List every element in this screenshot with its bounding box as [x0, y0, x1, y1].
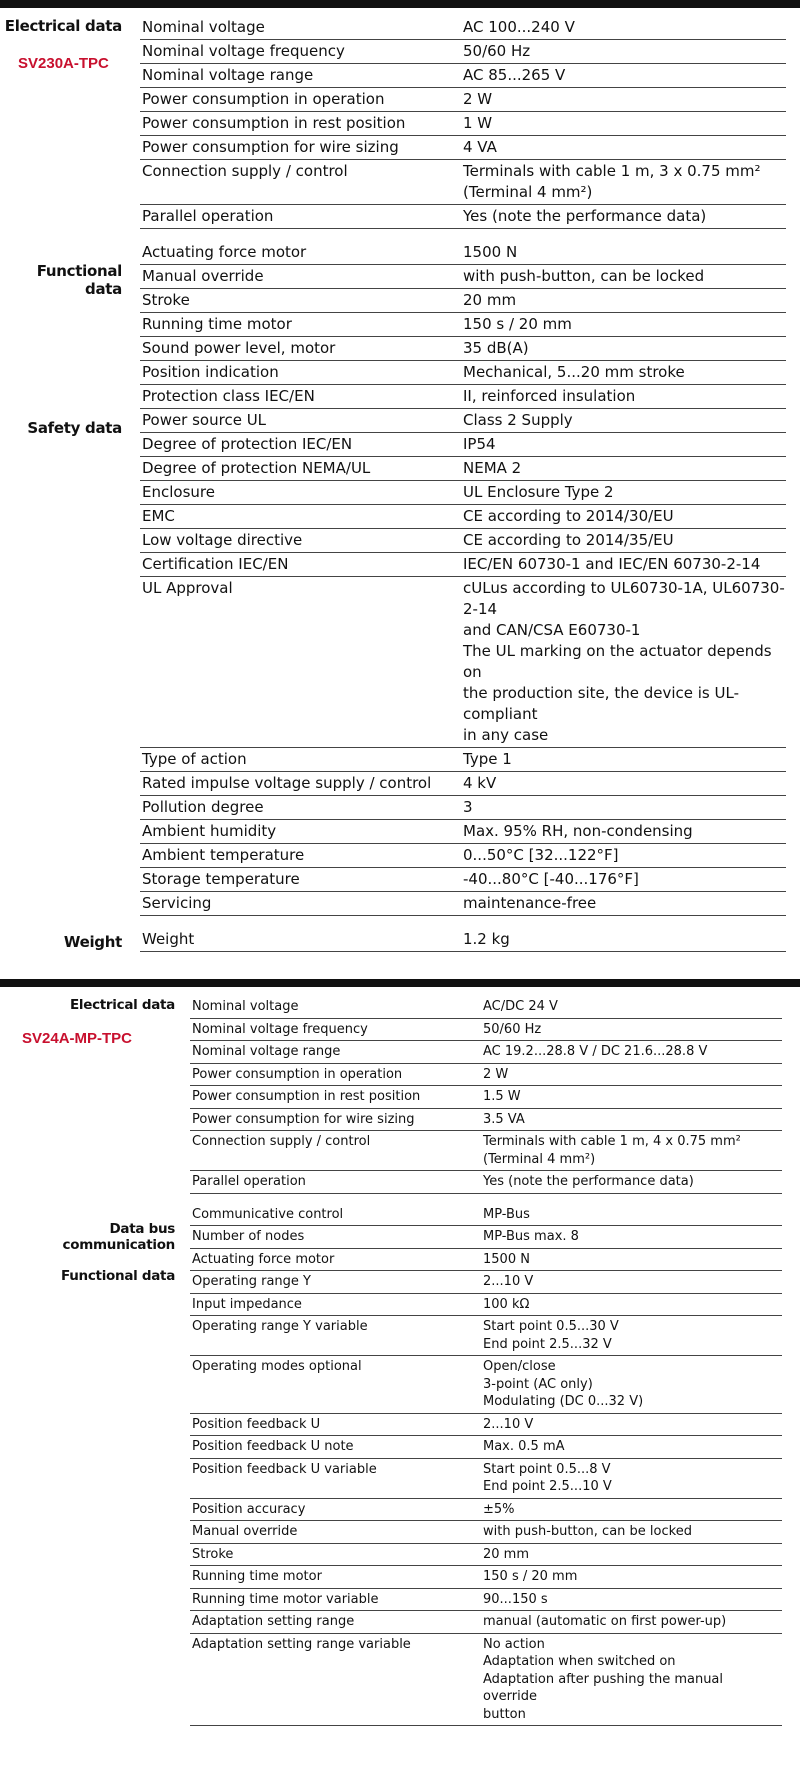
spec-row	[190, 1544, 782, 1567]
spec-row	[140, 289, 786, 313]
spec-value: 2...10 V	[483, 1416, 534, 1432]
spec-label: Nominal voltage	[142, 18, 265, 36]
spec-row	[190, 1566, 782, 1589]
spec-label: Actuating force motor	[142, 243, 307, 261]
spec-label: Connection supply / control	[192, 1134, 371, 1149]
spec-row	[140, 796, 786, 820]
spec-value: Start point 0.5...8 V End point 2.5...10 V	[483, 1461, 612, 1494]
spec-value: 20 mm	[463, 291, 517, 309]
spec-row	[190, 1294, 782, 1317]
spec-value: AC 19.2...28.8 V / DC 21.6...28.8 V	[483, 1044, 708, 1059]
spec-label: Position feedback U	[192, 1416, 321, 1432]
spec-value: 100 kΩ	[483, 1296, 530, 1312]
spec-row	[190, 1171, 782, 1194]
spec-label: Position accuracy	[192, 1501, 306, 1517]
spec-row	[190, 996, 782, 1019]
spec-row	[190, 1019, 782, 1042]
section-label-functional: Functional data	[36, 262, 122, 298]
spec-label: Ambient temperature	[142, 846, 305, 864]
spec-row	[140, 313, 786, 337]
spec-label: Power consumption in rest position	[192, 1089, 421, 1104]
spec-row	[190, 1086, 782, 1109]
spec-label: EMC	[142, 507, 175, 525]
spec-label: Pollution degree	[142, 798, 264, 816]
spec-row	[140, 457, 786, 481]
spec-row	[140, 88, 786, 112]
section-label-functional: Functional data	[60, 1268, 175, 1284]
spec-label: Degree of protection IEC/EN	[142, 435, 353, 453]
spec-value: -40...80°C [-40...176°F]	[463, 870, 639, 888]
spec-label: Nominal voltage frequency	[142, 42, 345, 60]
spec-value: 35 dB(A)	[463, 339, 529, 357]
spec-label: Rated impulse voltage supply / control	[142, 774, 432, 792]
spec-value: IP54	[463, 435, 496, 453]
spec-label: Adaptation setting range	[192, 1614, 355, 1629]
spec-label: Parallel operation	[142, 207, 274, 225]
spec-value: 3.5 VA	[483, 1111, 525, 1127]
spec-value: 150 s / 20 mm	[483, 1569, 578, 1584]
spec-label: Position indication	[142, 363, 279, 381]
spec-row	[140, 112, 786, 136]
spec-label: Communicative control	[192, 1206, 344, 1222]
spec-row	[140, 337, 786, 361]
spec-value: 0...50°C [32...122°F]	[463, 846, 619, 864]
spec-value: 50/60 Hz	[483, 1021, 542, 1037]
spec-value: Terminals with cable 1 m, 4 x 0.75 mm² (Terminal 4 mm²)	[483, 1134, 741, 1167]
spec-row	[190, 1589, 782, 1612]
spec-label: Power consumption for wire sizing	[142, 138, 399, 156]
spec-value: Terminals with cable 1 m, 3 x 0.75 mm² (Terminal 4 mm²)	[463, 162, 761, 201]
spec-row	[140, 748, 786, 772]
spec-value: NEMA 2	[463, 459, 522, 477]
spec-label: Power consumption in rest position	[142, 114, 406, 132]
spec-row	[190, 1459, 782, 1499]
spec-row	[140, 160, 786, 205]
spec-label: UL Approval	[142, 579, 233, 597]
spec-value: 1.2 kg	[463, 930, 510, 948]
spec-value: Open/close 3-point (AC only) Modulating (DC 0...32 V)	[483, 1359, 644, 1409]
spec-row	[190, 1271, 782, 1294]
spec-value: 1500 N	[483, 1251, 530, 1267]
spec-value: 4 VA	[463, 138, 497, 156]
spec-label: Certification IEC/EN	[142, 555, 289, 573]
spec-row	[140, 505, 786, 529]
spec-row	[190, 1521, 782, 1544]
spec-row	[190, 1226, 782, 1249]
spec-label: Power consumption for wire sizing	[192, 1111, 415, 1127]
spec-value: 3	[463, 798, 473, 816]
spec-label: Operating modes optional	[192, 1359, 362, 1374]
spec-label: Number of nodes	[192, 1229, 305, 1244]
spec-value: 90...150 s	[483, 1591, 548, 1607]
spec-value: Type 1	[463, 750, 512, 768]
spec-row	[140, 433, 786, 457]
spec-row	[140, 844, 786, 868]
spec-value: Yes (note the performance data)	[483, 1174, 694, 1189]
spec-label: Protection class IEC/EN	[142, 387, 315, 405]
spec-row	[190, 1436, 782, 1459]
spec-label: Power consumption in operation	[192, 1066, 403, 1082]
spec-row	[140, 40, 786, 64]
spec-label: Servicing	[142, 894, 212, 912]
product-code: SV230A-TPC	[18, 55, 109, 72]
spec-value: Mechanical, 5...20 mm stroke	[463, 363, 685, 381]
spec-label: Nominal voltage frequency	[192, 1021, 368, 1037]
spec-value: maintenance-free	[463, 894, 597, 912]
spec-value: 2 W	[483, 1066, 509, 1082]
spec-value: AC 85...265 V	[463, 66, 566, 84]
spec-label: Actuating force motor	[192, 1251, 335, 1267]
spec-label: Running time motor variable	[192, 1591, 379, 1607]
spec-row	[140, 385, 786, 409]
spec-label: Stroke	[192, 1546, 234, 1562]
spec-row	[140, 16, 786, 40]
spec-value: ±5%	[483, 1501, 515, 1517]
spec-value: 150 s / 20 mm	[463, 315, 572, 333]
section-label-weight: Weight	[63, 933, 122, 951]
spec-label: Storage temperature	[142, 870, 300, 888]
spec-value: CE according to 2014/35/EU	[463, 531, 674, 549]
spec-row	[140, 529, 786, 553]
spec-row	[140, 64, 786, 88]
spec-row	[140, 928, 786, 952]
spec-row	[140, 868, 786, 892]
spec-value: MP-Bus	[483, 1206, 530, 1222]
spec-row	[140, 241, 786, 265]
section-label-electrical: Electrical data	[69, 997, 175, 1013]
spec-label: Position feedback U variable	[192, 1461, 377, 1477]
spec-value: AC 100...240 V	[463, 18, 575, 36]
spec-label: Manual override	[142, 267, 264, 285]
spec-value: Max. 0.5 mA	[483, 1439, 565, 1454]
spec-label: Nominal voltage range	[142, 66, 314, 84]
spec-table	[140, 16, 786, 952]
spec-row	[140, 892, 786, 916]
spec-value: with push-button, can be locked	[483, 1524, 692, 1539]
spec-value: 50/60 Hz	[463, 42, 531, 60]
spec-row	[190, 1249, 782, 1272]
spec-value: CE according to 2014/30/EU	[463, 507, 674, 525]
spec-row	[140, 136, 786, 160]
spec-row	[190, 1356, 782, 1414]
spec-label: Running time motor	[192, 1569, 322, 1584]
spec-label: Running time motor	[142, 315, 292, 333]
spec-label: Operating range Y	[192, 1274, 311, 1289]
spec-label: Type of action	[142, 750, 247, 768]
spec-value: AC/DC 24 V	[483, 999, 558, 1014]
spec-value: 1 W	[463, 114, 493, 132]
spec-row	[140, 577, 786, 748]
spec-value: II, reinforced insulation	[463, 387, 636, 405]
spec-row	[140, 481, 786, 505]
spec-value: Yes (note the performance data)	[463, 207, 707, 225]
spec-row	[190, 1611, 782, 1634]
spec-value: 20 mm	[483, 1546, 530, 1562]
spec-label: Degree of protection NEMA/UL	[142, 459, 371, 477]
spec-value: MP-Bus max. 8	[483, 1229, 579, 1244]
spec-label: Power consumption in operation	[142, 90, 385, 108]
spec-value: 4 kV	[463, 774, 497, 792]
spec-value: No action Adaptation when switched on Adaptation after pushing the manual override button	[483, 1636, 724, 1722]
spec-label: Input impedance	[192, 1296, 302, 1312]
top-rule	[0, 0, 800, 8]
spec-row	[140, 772, 786, 796]
spec-row	[190, 1109, 782, 1132]
spec-row	[190, 1414, 782, 1437]
spec-value: 2...10 V	[483, 1274, 534, 1289]
product-code: SV24A-MP-TPC	[22, 1030, 133, 1047]
spec-value: manual (automatic on first power-up)	[483, 1614, 727, 1629]
spec-label: Nominal voltage range	[192, 1044, 341, 1059]
spec-value: Start point 0.5...30 V End point 2.5...32 V	[483, 1319, 619, 1352]
spec-row	[190, 1499, 782, 1522]
spec-value: cULus according to UL60730-1A, UL60730-2-14 and CAN/CSA E60730-1 The UL marking on the actuator depends on the production site, the device is UL-compliant in any case	[463, 579, 785, 744]
spec-label: Weight	[142, 930, 195, 948]
section-label-electrical: Electrical data	[4, 17, 122, 35]
spec-row	[190, 1131, 782, 1171]
spec-label: Parallel operation	[192, 1174, 306, 1189]
spec-label: Manual override	[192, 1524, 298, 1539]
spec-label: Stroke	[142, 291, 190, 309]
spec-row	[190, 1634, 782, 1727]
spec-row	[140, 205, 786, 229]
section-label-safety: Safety data	[27, 419, 122, 437]
spec-row	[140, 409, 786, 433]
spec-label: Position feedback U note	[192, 1439, 354, 1454]
spec-label: Ambient humidity	[142, 822, 277, 840]
spec-value: 1.5 W	[483, 1089, 521, 1104]
spec-row	[140, 820, 786, 844]
spec-row	[190, 1041, 782, 1064]
spec-label: Nominal voltage	[192, 999, 299, 1014]
spec-value: 1500 N	[463, 243, 518, 261]
spec-row	[190, 1316, 782, 1356]
section-label-data-bus: Data bus communication	[62, 1221, 175, 1253]
spec-row	[140, 265, 786, 289]
spec-value: Max. 95% RH, non-condensing	[463, 822, 693, 840]
spec-label: Low voltage directive	[142, 531, 303, 549]
spec-row	[140, 361, 786, 385]
spec-label: Connection supply / control	[142, 162, 348, 180]
spec-value: IEC/EN 60730-1 and IEC/EN 60730-2-14	[463, 555, 761, 573]
spec-row	[140, 553, 786, 577]
spec-label: Power source UL	[142, 411, 267, 429]
spec-row	[190, 1064, 782, 1087]
spec-label: Operating range Y variable	[192, 1319, 368, 1334]
spec-value: UL Enclosure Type 2	[463, 483, 614, 501]
spec-label: Enclosure	[142, 483, 215, 501]
spec-value: with push-button, can be locked	[463, 267, 705, 285]
spec-value: 2 W	[463, 90, 493, 108]
top-rule	[0, 979, 800, 987]
spec-value: Class 2 Supply	[463, 411, 573, 429]
spec-label: Adaptation setting range variable	[192, 1636, 411, 1652]
spec-row	[190, 1204, 782, 1227]
spec-table	[190, 996, 782, 1726]
spec-label: Sound power level, motor	[142, 339, 336, 357]
